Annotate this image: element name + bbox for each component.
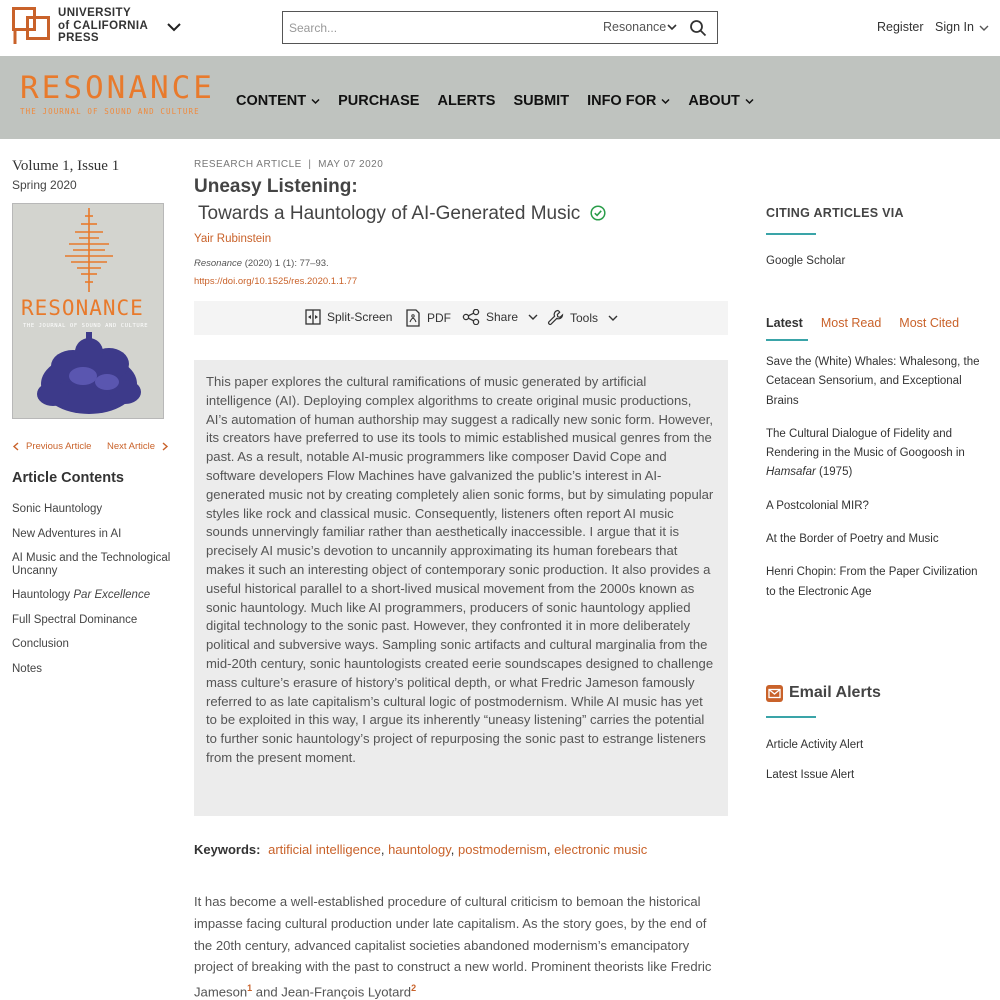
keyword-separator: , [450,842,455,857]
keywords [194,842,647,857]
previous-article-link[interactable] [12,441,91,452]
chevron-down-icon[interactable] [667,22,677,32]
tab-most-cited[interactable]: Most Cited [899,316,960,330]
contents-item[interactable]: Full Spectral Dominance [12,613,138,626]
nav-info-for[interactable] [587,93,670,109]
contents-item[interactable]: New Adventures in AI [12,527,122,540]
nav-content[interactable] [236,93,320,109]
keyword-separator: , [380,842,385,857]
article-meta [194,159,383,170]
sidebar-article-emphasis: Hamsafar [766,466,816,479]
contents-item[interactable]: Sonic Hauntology [12,503,103,515]
contents-item[interactable]: AI Music and the Technological Uncanny [12,552,171,577]
publisher-line: UNIVERSITY [58,7,132,19]
search-input[interactable] [289,18,579,38]
article-subtitle: Towards a Hauntology of AI-Generated Music [198,203,581,224]
footnote-link[interactable]: 2 [411,983,417,994]
keywords-label: Keywords: [194,842,261,857]
publisher-name[interactable] [58,7,148,45]
split-screen-label: Split-Screen [327,310,393,324]
email-alerts-label: Email Alerts [789,684,881,701]
keyword-link[interactable]: postmodernism [457,842,547,857]
keyword-link[interactable]: hauntology [388,842,451,857]
journal-tagline: THE JOURNAL OF SOUND AND CULTURE [20,107,200,116]
citation-journal: Resonance [194,258,243,269]
ucp-logo-icon[interactable] [12,7,50,45]
sidebar-article-link[interactable]: A Postcolonial MIR? [766,499,869,512]
abstract [194,360,728,816]
abstract-text: This paper explores the cultural ramifications of music generated by artificial intelligence (AI). Deploying complex algorithms to create original music productions, AI’s automation of human authorship may suggest a radically new sonic form. However, its creators have preferred to use its tools to mimic established musical genres from the past. As a result, notable AI-music programmers like composer David Cope and software developers Flow Machines have galvanized the public’s interest in AI-generated music not by creating completely alien sonic forms, but by simulating popular styles like rock and classical music. Consequently, listeners often report AI music sounds unnervingly familiar rather than aesthetically inaccessible. I argue that it is precisely AI music’s devotion to uncannily approximating its human forebears that makes it such an interesting object of contemporary sonic production. It also provides a useful historical parallel to a short-lived musical movement from the 2000s known as sonic hauntology. Much like AI programmers, producers of sonic hauntology applied digital technology to the sonic past. However, they confronted it in more deliberately political and subversive ways. Sampling sonic artifacts and cultural marginalia from the mid-20th century, sonic hauntologists created eerie soundscapes designed to challenge mass culture’s erasure of history’s political depth, or what Fredric Jameson famously referred to as late capitalism’s cultural logic of postmodernism. While AI music has yet to be exploited in this way, I argue its inherently “uneasy listening” carries the potential to further sonic hauntology’s project of repurposing the sonic past to estrange listeners from the present moment. [206,374,714,765]
tab-most-read[interactable]: Most Read [820,316,882,330]
article-body [194,891,728,1000]
nav-label: INFO FOR [587,93,657,109]
split-screen-icon [305,309,321,325]
chevron-down-icon[interactable] [979,23,989,33]
nav-alerts[interactable] [437,93,495,109]
nav-about[interactable] [688,93,754,109]
check-circle-icon [590,205,606,221]
contents-item-text: Hauntology [12,589,71,601]
sidebar-article-link[interactable] [766,425,988,483]
pdf-icon [405,309,421,327]
contents-item-emphasis: Par Excellence [73,589,151,601]
search-icon[interactable] [689,19,707,37]
issue-cover-image[interactable] [12,203,164,419]
article-activity-alert-link[interactable]: Article Activity Alert [766,739,864,751]
contents-item[interactable]: Notes [12,662,43,675]
article-subtitle-line [198,203,606,225]
sign-in-link[interactable]: Sign In [935,20,974,34]
tools-button[interactable] [547,309,618,326]
contents-item[interactable]: Conclusion [12,638,69,650]
journal-header [0,56,1000,139]
citing-articles-heading: CITING ARTICLES VIA [766,206,904,220]
envelope-icon [766,685,783,702]
latest-articles-list [766,353,988,616]
chevron-right-icon [161,442,169,451]
body-paragraph-cont: and Jean-François Lyotard [252,984,412,1000]
tab-latest[interactable]: Latest [766,316,803,330]
nav-label: ALERTS [437,93,496,109]
article-contents-list [12,503,172,687]
pdf-label: PDF [427,311,451,325]
split-screen-button[interactable] [305,309,392,325]
share-button[interactable] [462,309,538,325]
article-tabs [766,316,977,330]
tools-label: Tools [570,310,599,325]
author-link[interactable]: Yair Rubinstein [194,233,272,245]
keyword-separator: , [546,842,551,857]
latest-issue-alert-link[interactable]: Latest Issue Alert [766,769,855,781]
article-date: MAY 07 2020 [318,159,384,170]
article-contents-title: Article Contents [12,470,124,486]
nav-submit[interactable] [513,93,569,109]
search-scope-select[interactable]: Resonance [603,20,667,34]
sidebar-article-link[interactable]: Henri Chopin: From the Paper Civilization to the Electronic Age [766,566,978,598]
nav-label: CONTENT [236,93,307,109]
footnote-link[interactable]: 1 [247,983,253,994]
sidebar-article-text: (1975) [815,466,853,479]
article-title-main: Uneasy Listening: [194,176,358,197]
chevron-down-icon [528,312,538,322]
keyword-link[interactable]: artificial intelligence [268,842,381,857]
chevron-down-icon [661,97,670,106]
google-scholar-link[interactable]: Google Scholar [766,255,846,267]
top-bar [0,0,1000,56]
sidebar-article-link[interactable]: Save the (White) Whales: Whalesong, the Cetacean Sensorium, and Exceptional Brains [766,356,980,407]
heading-underline [766,233,816,235]
heading-underline [766,716,816,718]
search-bar [282,11,718,44]
citation-details: (2020) 1 (1): 77–93. [242,258,329,269]
nav-purchase[interactable] [338,93,419,109]
cover-tagline: THE JOURNAL OF SOUND AND CULTURE [23,323,149,329]
next-article-link[interactable] [107,441,169,452]
contents-item[interactable] [12,589,172,602]
issue-title[interactable]: Volume 1, Issue 1 [12,158,120,174]
publisher-line: of CALIFORNIA [58,19,149,32]
main-nav [236,93,772,109]
chevron-left-icon [12,442,20,451]
doi-link[interactable]: https://doi.org/10.1525/res.2020.1.1.77 [194,276,358,287]
share-label: Share [486,310,519,324]
chevron-down-icon[interactable] [166,20,182,34]
journal-name: RESONANCE [20,70,215,106]
next-article-label: Next Article [107,441,156,452]
register-link[interactable]: Register [877,20,924,34]
nav-label: SUBMIT [513,93,570,109]
article-title [194,176,606,225]
citation [194,258,329,269]
body-paragraph: It has become a well-established procedure of cultural criticism to bemoan the historical impasse facing cultural production under late capitalism. As the story goes, by the end of the 20th century, advanced capitalist societies abandoned modernism’s emancipatory project of breaking with the past to construct a new world. Prominent theorists like Fredric Jameson [194,894,712,1000]
journal-logo[interactable] [20,72,215,116]
sidebar-article-text: The Cultural Dialogue of Fidelity and Rendering in the Music of Googoosh in [766,427,965,460]
sidebar-article-link[interactable]: At the Border of Poetry and Music [766,533,939,546]
share-icon [462,309,480,325]
nav-label: PURCHASE [338,93,420,109]
article-type: RESEARCH ARTICLE [194,159,302,170]
meta-separator: | [308,159,312,170]
publisher-line: PRESS [58,32,99,44]
previous-article-label: Previous Article [26,441,92,452]
keyword-link[interactable]: electronic music [554,842,648,857]
pdf-button[interactable] [405,309,451,327]
article-toolbar [194,301,728,335]
wrench-icon [547,309,564,326]
issue-season: Spring 2020 [12,178,77,192]
chevron-down-icon [608,313,618,323]
nav-label: ABOUT [688,93,740,109]
email-alerts-heading [766,684,881,702]
chevron-down-icon [311,97,320,106]
tab-underline [766,339,808,341]
chevron-down-icon [745,97,754,106]
cover-title: RESONANCE [21,296,144,320]
